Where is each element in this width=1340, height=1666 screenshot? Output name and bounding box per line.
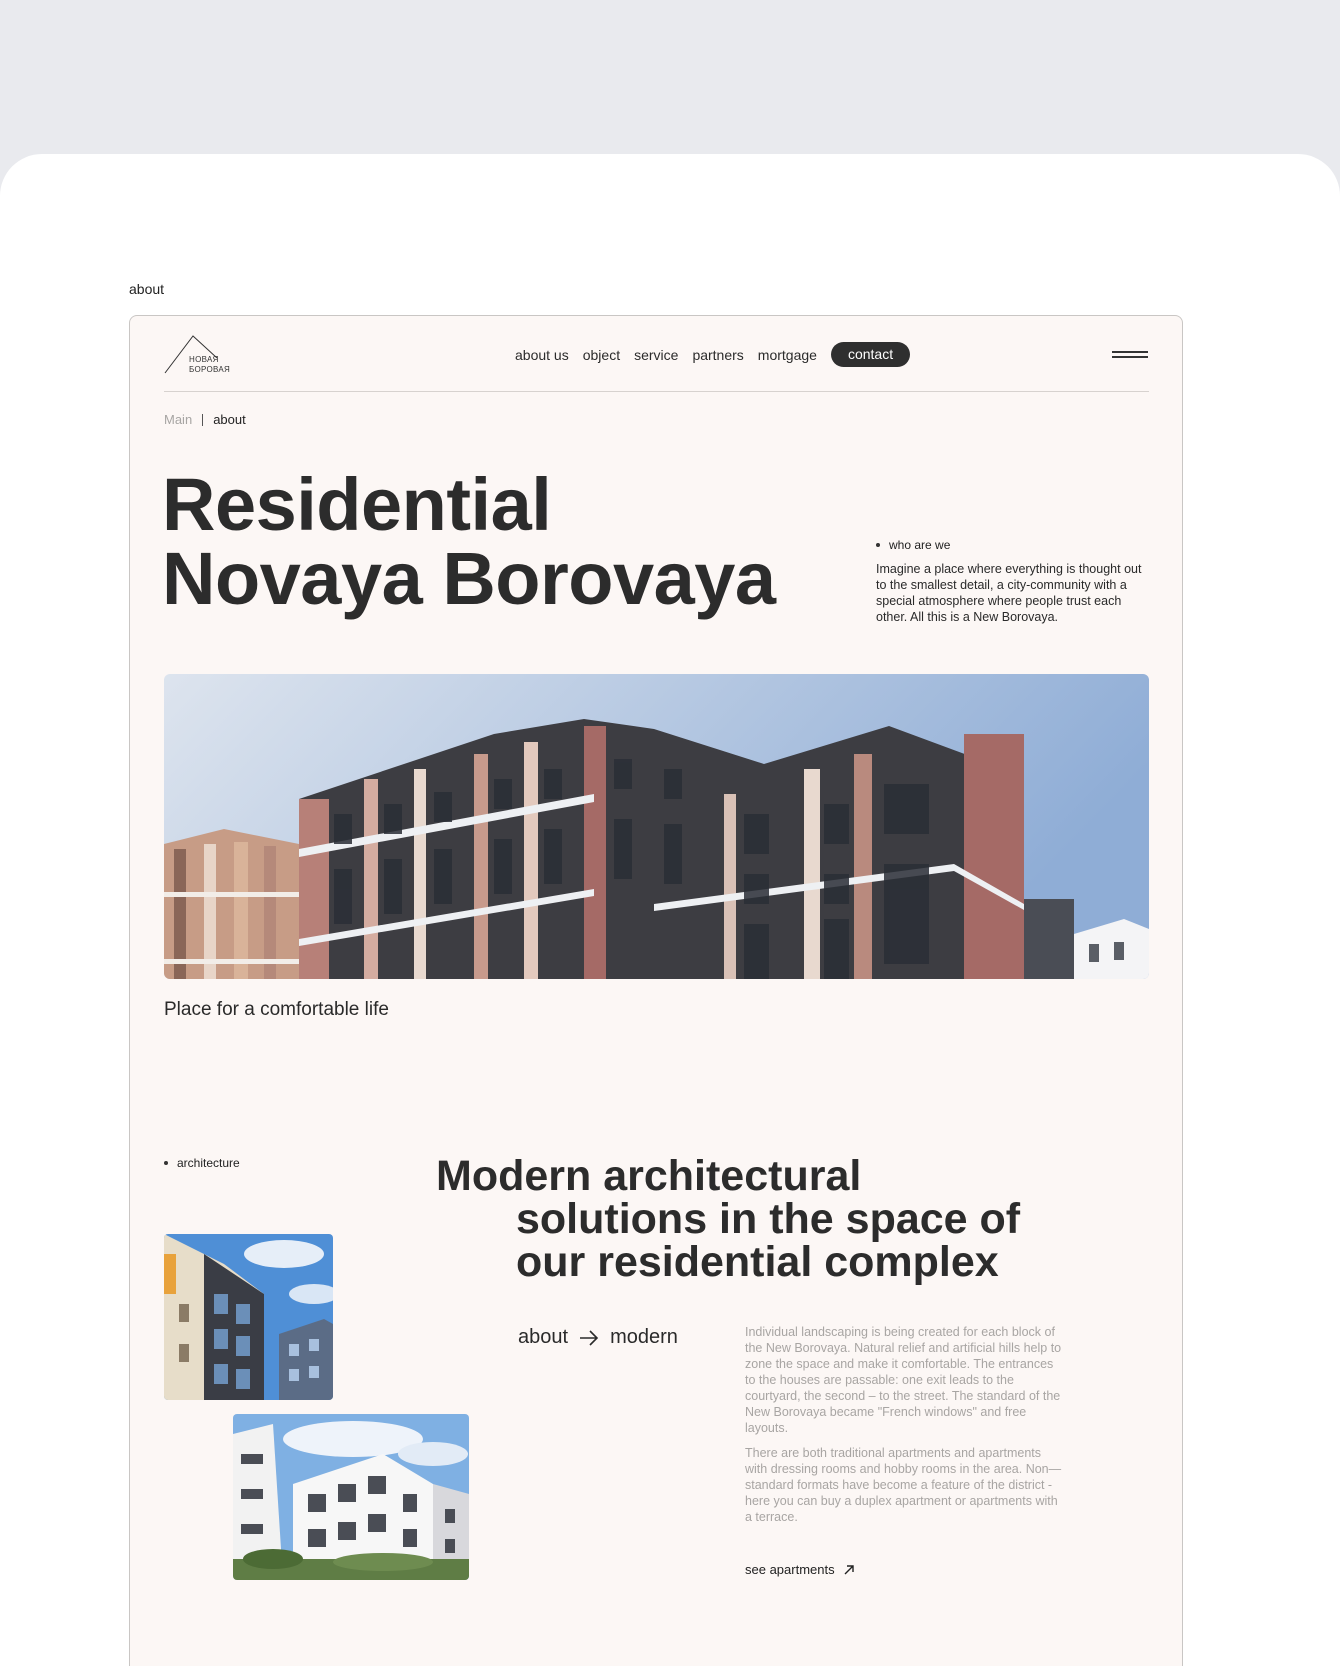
nav-object[interactable]: object xyxy=(582,346,621,363)
who-are-we-tag xyxy=(876,538,1151,552)
bullet-icon xyxy=(876,543,880,547)
architecture-tag xyxy=(164,1156,240,1170)
hero-caption: Place for a comfortable life xyxy=(164,999,389,1020)
hero-title-line-1: Residential xyxy=(162,463,552,546)
logo[interactable] xyxy=(164,334,234,374)
architecture-image-2 xyxy=(233,1414,469,1580)
architecture-title-line-1: Modern architectural xyxy=(436,1152,862,1200)
contact-button[interactable]: contact xyxy=(831,342,910,367)
logo-line-2: БОРОВАЯ xyxy=(189,365,231,374)
logo-line-1: НОВАЯ xyxy=(189,355,219,364)
arrow-right-icon xyxy=(579,1330,599,1346)
nav-service[interactable]: service xyxy=(634,346,679,363)
hero-title xyxy=(162,463,776,620)
breadcrumb xyxy=(164,412,246,427)
architecture-paragraph-2: There are both traditional apartments and apartments with dressing rooms and hobby rooms in the area. Non—standard formats have become a feature of the district - here you can buy a duplex apartment or apartments with a terrace. xyxy=(745,1446,1062,1524)
breadcrumb-separator xyxy=(202,414,203,426)
from-label: about xyxy=(518,1326,569,1348)
logo-text xyxy=(189,355,230,375)
architecture-description xyxy=(745,1324,1065,1525)
breadcrumb-home[interactable]: Main xyxy=(164,412,193,427)
architecture-paragraph-1: Individual landscaping is being created for each block of the New Borovaya. Natural relief and artificial hills help to zone the space and make it comfortable. The entrances to the houses are passable: one exit leads to the courtyard, the second – to the street. The standard of the New Borovaya became "French windows" and free layouts. xyxy=(745,1325,1062,1435)
hero-building-image xyxy=(164,674,1149,979)
nav-mortgage[interactable]: mortgage xyxy=(757,346,817,363)
architecture-label: architecture xyxy=(177,1156,240,1170)
nav-about-us[interactable]: about us xyxy=(515,346,569,363)
see-apartments-link[interactable] xyxy=(745,1562,855,1577)
who-are-we-block xyxy=(876,538,1151,625)
breadcrumb-current: about xyxy=(213,412,246,427)
architecture-image-1 xyxy=(164,1234,333,1400)
who-are-we-label: who are we xyxy=(889,538,951,552)
menu-icon[interactable] xyxy=(1112,351,1148,359)
architecture-title-line-2: solutions in the space of xyxy=(516,1195,1021,1243)
about-modern-transition xyxy=(518,1326,678,1349)
nav-partners[interactable]: partners xyxy=(692,346,744,363)
architecture-title-line-3: our residential complex xyxy=(516,1238,999,1286)
arrow-up-right-icon xyxy=(843,1564,855,1576)
architecture-title xyxy=(436,1152,1021,1286)
main-nav xyxy=(515,342,924,367)
see-apartments-label: see apartments xyxy=(745,1562,835,1577)
who-are-we-text: Imagine a place where everything is thought out to the smallest detail, a city-community with a special atmosphere where people trust each other. All this is a New Borovaya. xyxy=(876,562,1142,624)
website-frame xyxy=(129,315,1183,1666)
header-divider xyxy=(164,391,1149,392)
to-label: modern xyxy=(610,1326,678,1348)
section-label: about xyxy=(129,281,165,297)
bullet-icon xyxy=(164,1161,168,1165)
hero-title-line-2: Novaya Borovaya xyxy=(162,537,776,620)
